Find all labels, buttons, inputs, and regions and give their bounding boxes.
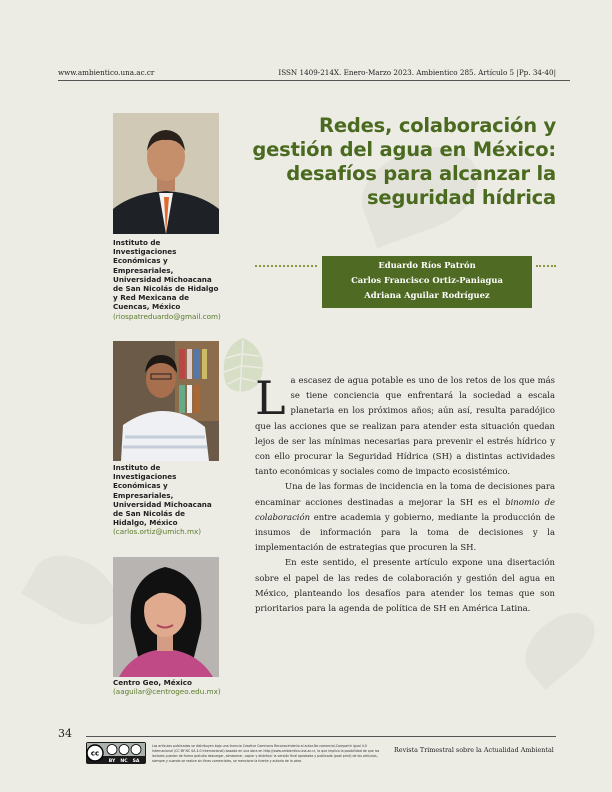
svg-text:cc: cc xyxy=(90,749,100,758)
author-name: Eduardo Ríos Patrón xyxy=(378,260,476,270)
paragraph-3: En este sentido, el presente artículo expone una disertación sobre el papel de las redes de colaboración y gestión del agua en México, planteando los desafíos para atender los temas que son prioritarios para la agenda de política de SH en América Latina. xyxy=(255,557,555,614)
article-title: Redes, colaboración y gestión del agua en México: desafíos para alcanzar la seguridad hídrica xyxy=(252,114,556,209)
author-name: Adriana Aguilar Rodríguez xyxy=(364,290,490,300)
author-photo-1 xyxy=(113,113,219,234)
journal-website: www.ambientico.una.ac.cr xyxy=(58,68,155,77)
authors-box xyxy=(322,256,532,308)
cc-by-label: BY xyxy=(108,759,116,764)
author-email[interactable]: (aaguilar@centrogeo.edu.mx) xyxy=(113,687,221,697)
affiliation-text: Centro Geo, México xyxy=(113,678,192,687)
author-affiliation-3 xyxy=(113,678,221,696)
affiliation-text: Instituto de Investigaciones Económicas y Empresariales, Universidad Michoacana de San Nicolás de Hidalgo y Red Mexicana de Cuencas, México xyxy=(113,238,219,312)
author-name: Carlos Francisco Ortiz-Paniagua xyxy=(351,275,503,285)
author-affiliation-1 xyxy=(113,238,221,321)
footer-divider xyxy=(86,736,556,737)
author-affiliation-2 xyxy=(113,463,221,537)
author-photo-3 xyxy=(113,557,219,677)
license-notice: Los artículos publicados se distribuyen bajo una licencia Creative Commons Reconocimiento al autor-No comercial-Compartir igual 4.0 Internacional (CC BY NC SA 4.0 Internacional) basada en una obra en http://www.ambientico.una.ac.cr, lo que implica la posibilidad de que los lectores puedan de forma gratuita descargar, almacenar, copiar y distribuir la versión final aprobada y publicada (post print) de los artículos, siempre y cuando se realice sin fines comerciales, se mencione la fuente y autoría de la obra. xyxy=(152,744,380,763)
authors-dotted-rule-left xyxy=(255,265,317,267)
paragraph-1: a escasez de agua potable es uno de los retos de los que más se tiene conciencia que enfrentará la sociedad a escala planetaria en los próximos años; aún así, resulta paradójico que las acciones que se realizan para atender esta situación quedan lejos de ser las mínimas necesarias para prevenir el estrés hídrico y con ello procurar la Seguridad Hídrica (SH) a distintas actividades tanto económicas y sociales como de impacto ecosistémico. xyxy=(255,375,555,477)
author-email[interactable]: (carlos.ortiz@umich.mx) xyxy=(113,527,202,537)
journal-tagline: Revista Trimestral sobre la Actualidad Ambiental xyxy=(394,746,554,754)
drop-cap: L xyxy=(255,371,286,425)
author-photo-2 xyxy=(113,341,219,461)
authors-dotted-rule-right xyxy=(536,265,556,267)
cc-sa-label: SA xyxy=(132,759,140,764)
author-email[interactable]: (riospatreduardo@gmail.com) xyxy=(113,311,221,321)
issue-citation: ISSN 1409-214X. Enero-Marzo 2023. Ambientico 285. Artículo 5 |Pp. 34-40| xyxy=(278,68,556,77)
page-number: 34 xyxy=(58,727,72,740)
emphasis-term: binomio de colaboración xyxy=(255,496,555,522)
article-body xyxy=(255,373,555,616)
paragraph-2: Una de las formas de incidencia en la toma de decisiones para encaminar acciones destinadas a mejorar la SH es el binomio de colaboración entre academia y gobierno, mediante la producción de insumos de información para la toma de decisiones y la implementación de estrategias que procuren la SH. xyxy=(255,481,555,553)
creative-commons-icon xyxy=(86,742,146,764)
affiliation-text: Instituto de Investigaciones Económicas y Empresariales, Universidad Michoacana de San Nicolás de Hidalgo, México xyxy=(113,463,212,528)
cc-nc-label: NC xyxy=(120,759,128,764)
header-divider xyxy=(58,80,570,81)
